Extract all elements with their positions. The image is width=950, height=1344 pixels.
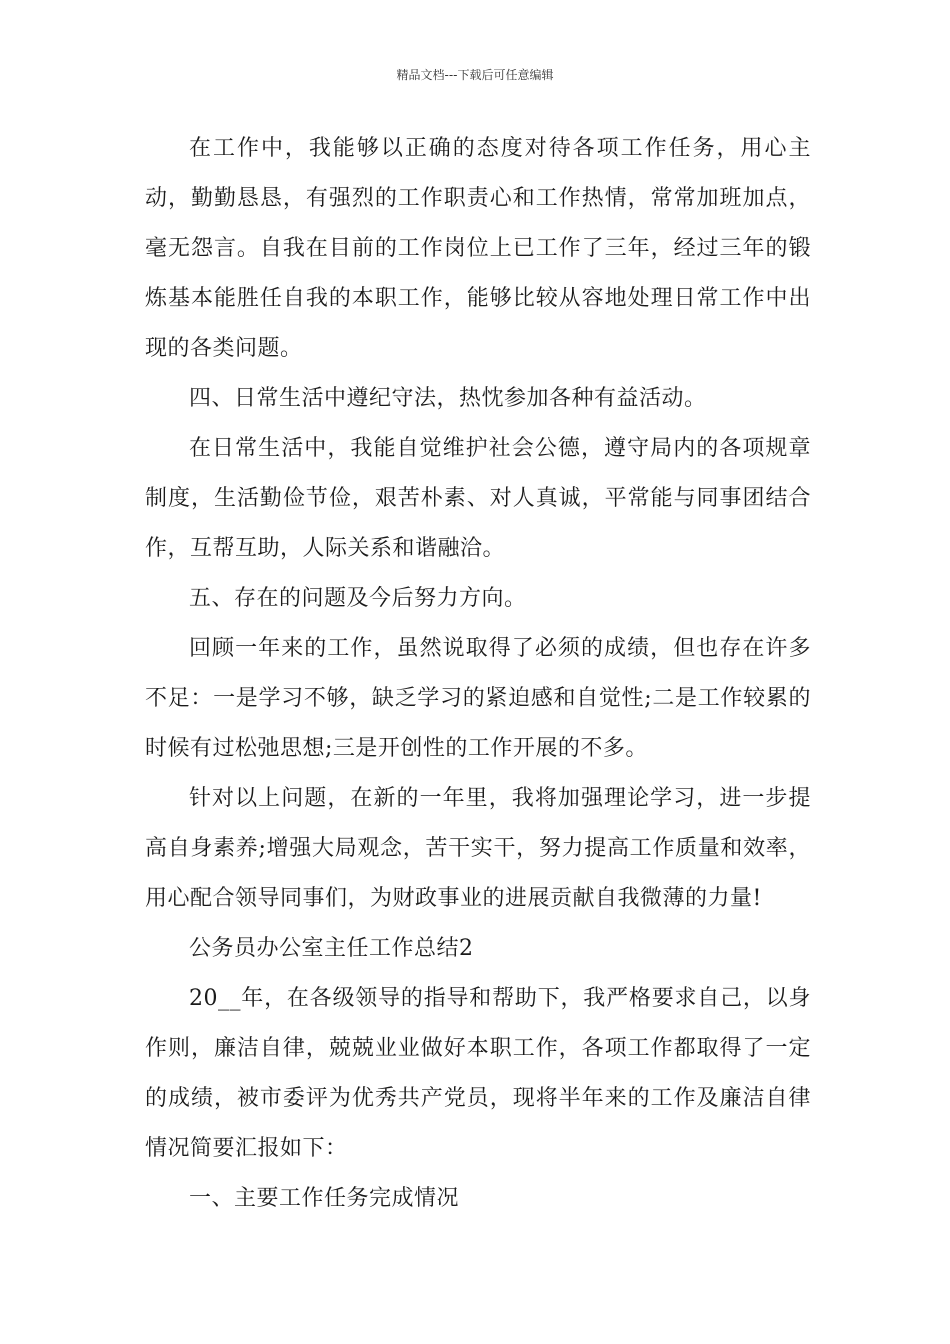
section-heading-one: 一、主要工作任务完成情况 [189,1186,460,1211]
section-heading-four: 四、日常生活中遵纪守法，热忱参加各种有益活动。 [189,386,707,411]
paragraph-work-attitude: 在工作中，我能够以正确的态度对待各项工作任务，用心主动，勤勤恳恳，有强烈的工作职责心和工作热情，常常加班加点，毫无怨言。自我在目前的工作岗位上已工作了三年，经过三年的锻炼基本能胜任自我的本职工作，能够比较从容地处理日常工作中出现的各类问题。 [145,136,811,361]
paragraph-improvement: 针对以上问题，在新的一年里，我将加强理论学习，进一步提高自身素养;增强大局观念，苦干实干，努力提高工作质量和效率，用心配合领导同事们，为财政事业的进展贡献自我微薄的力量! [145,786,811,911]
document-subtitle: 公务员办公室主任工作总结2 [189,936,474,961]
paragraph-intro: 20__年，在各级领导的指导和帮助下，我严格要求自己，以身作则，廉洁自律，兢兢业业做好本职工作，各项工作都取得了一定的成绩，被市委评为优秀共产党员，现将半年来的工作及廉洁自律情况简要汇报如下： [145,986,811,1161]
paragraph-daily-life: 在日常生活中，我能自觉维护社会公德，遵守局内的各项规章制度，生活勤俭节俭，艰苦朴素、对人真诚，平常能与同事团结合作，互帮互助，人际关系和谐融洽。 [145,436,811,561]
section-heading-five: 五、存在的问题及今后努力方向。 [189,586,527,611]
paragraph-review: 回顾一年来的工作，虽然说取得了必须的成绩，但也存在许多不足：一是学习不够，缺乏学习的紧迫感和自觉性;二是工作较累的时候有过松弛思想;三是开创性的工作开展的不多。 [145,636,811,761]
page-header: 精品文档---下载后可任意编辑 [396,68,554,82]
document-body [145,124,811,1224]
